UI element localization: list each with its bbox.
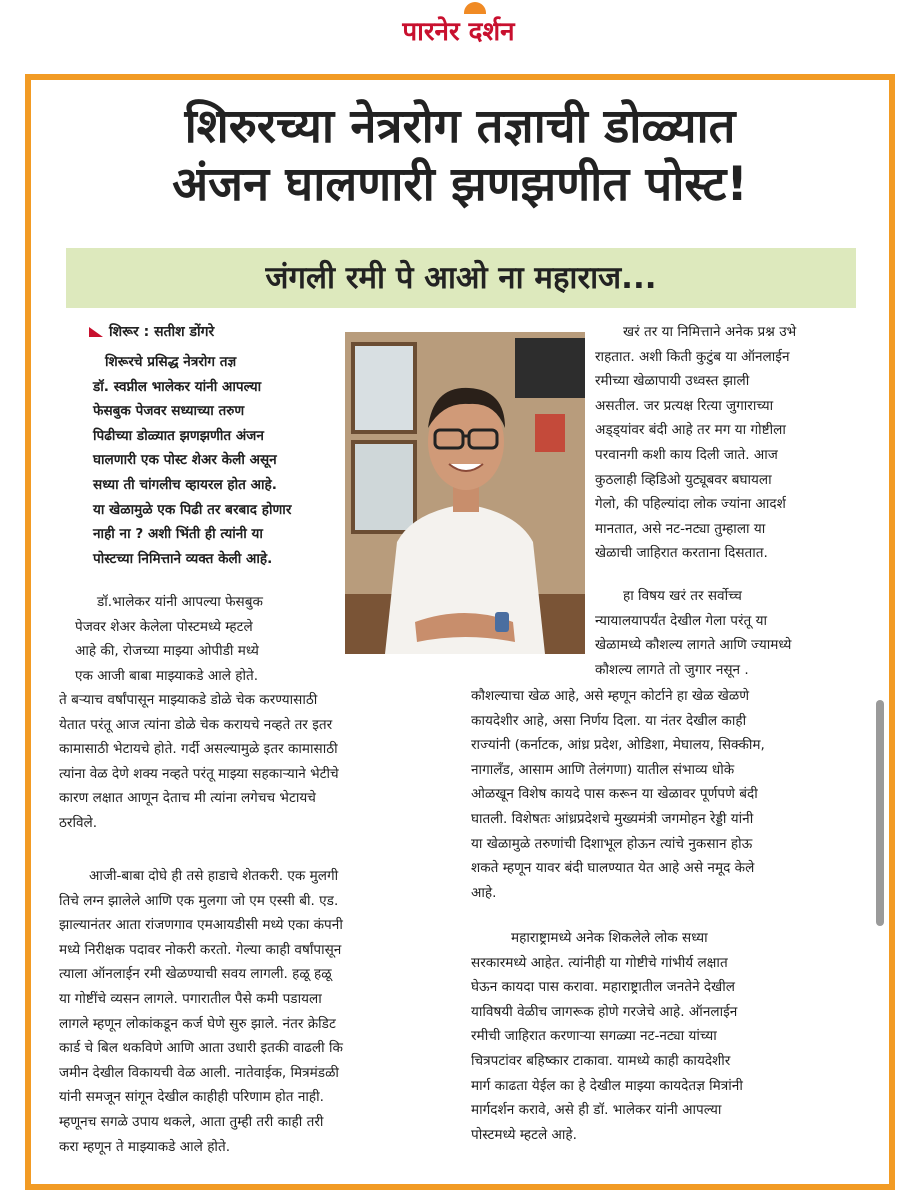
body-line: शकते म्हणून यावर बंदी घालण्यात येत आहे असे नमूद केले xyxy=(471,860,755,877)
body-line: या खेळामुळे तरुणांची दिशाभूल होऊन त्यांचे नुकसान होऊ xyxy=(471,835,753,852)
lead-line: घालणारी एक पोस्ट शेअर केली असून xyxy=(93,452,277,469)
headline xyxy=(31,98,889,214)
body-paragraph-4-continued xyxy=(471,684,881,905)
body-line: कुठलाही व्हिडिओ युट्यूबवर बघायला xyxy=(595,471,772,488)
body-line: रमीच्या खेळापायी उध्वस्त झाली xyxy=(595,373,750,390)
body-line: जमीन देखील विकायची वेळ आली. नातेवाईक, मित्रमंडळी xyxy=(59,1064,339,1081)
body-line: कायदेशीर आहे, असा निर्णय दिला. या नंतर देखील काही xyxy=(471,712,747,729)
body-line: राज्यांनी (कर्नाटक, आंध्र प्रदेश, ओडिशा, मेघालय, सिक्कीम, xyxy=(471,737,765,754)
body-paragraph-4 xyxy=(595,584,885,682)
body-paragraph-1 xyxy=(75,590,343,688)
body-line: कार्ड चे बिल थकविणे आणि आता उधारी इतकी वाढली कि xyxy=(59,1040,343,1057)
body-line: महाराष्ट्रामध्ये अनेक शिकलेले लोक सध्या xyxy=(511,930,708,946)
body-line: तिचे लग्न झालेले आणि एक मुलगा जो एम एस्सी बी. एड. xyxy=(59,892,339,909)
body-line: मध्ये निरीक्षक पदावर नोकरी करतो. गेल्या काही वर्षांपासून xyxy=(59,941,342,958)
headline-line-2: अंजन घालणारी झणझणीत पोस्ट! xyxy=(172,157,748,212)
article-frame xyxy=(25,74,895,1190)
body-line: मार्गदर्शन करावे, असे ही डॉ. भालेकर यांनी आपल्या xyxy=(471,1102,722,1119)
lead-line: पिढीच्या डोळ्यात झणझणीत अंजन xyxy=(93,427,264,444)
body-line: पेजवर शेअर केलेला पोस्टमध्ये म्हटले xyxy=(75,618,253,635)
lead-line: शिरूरचे प्रसिद्ध नेत्ररोग तज्ञ xyxy=(105,354,237,370)
vertical-scrollbar[interactable] xyxy=(876,700,884,926)
masthead-title: पारनेर दर्शन xyxy=(402,17,515,47)
lead-line: पोस्टच्या निमित्ताने व्यक्त केली आहे. xyxy=(93,550,273,567)
body-line: नागालँड, आसाम आणि तेलंगणा) यातील संभाव्य धोके xyxy=(471,761,735,778)
doctor-photo xyxy=(345,332,585,654)
masthead xyxy=(0,12,917,48)
body-line: गेलो, की पहिल्यांदा लोक ज्यांना आदर्श xyxy=(595,496,786,513)
body-line: कौशल्य लागते तो जुगार नसून . xyxy=(595,661,749,678)
body-line: ते बऱ्याच वर्षांपासून माझ्याकडे डोळे चेक करण्यासाठी xyxy=(59,692,318,708)
body-line: त्याला ऑनलाईन रमी खेळण्याची सवय लागली. हळू हळू xyxy=(59,966,332,983)
body-line: घातली. विशेषतः आंध्रप्रदेशचे मुख्यमंत्री जगमोहन रेड्डी यांनी xyxy=(471,810,754,827)
body-line: म्हणूनच सगळे उपाय थकले, आता तुम्ही तरी काही तरी xyxy=(59,1113,324,1130)
byline-text: शिरूर : सतीश डोंगरे xyxy=(109,324,215,340)
byline xyxy=(89,322,214,341)
body-line: कौशल्याचा खेळ आहे, असे म्हणून कोर्टाने हा खेळ खेळणे xyxy=(471,688,750,704)
subheadline: जंगली रमी पे आओ ना महाराज... xyxy=(66,248,856,308)
body-line: मार्ग काढता येईल का हे देखील माझ्या कायदेतज्ञ मित्रांनी xyxy=(471,1077,743,1094)
body-line: खेळाची जाहिरात करताना दिसतात. xyxy=(595,545,768,562)
byline-marker-icon xyxy=(89,327,103,337)
lead-line: डॉ. स्वप्नील भालेकर यांनी आपल्या xyxy=(93,378,262,395)
body-line: यांनी समजून सांगून देखील काहीही परिणाम होत नाही. xyxy=(59,1089,324,1106)
body-line: एक आजी बाबा माझ्याकडे आले होते. xyxy=(75,667,259,684)
body-line: त्यांना वेळ देणे शक्य नव्हते परंतू माझ्या सहकाऱ्याने भेटीचे xyxy=(59,765,339,782)
body-line: आजी-बाबा दोघे ही तसे हाडाचे शेतकरी. एक मुलगी xyxy=(89,868,339,884)
body-line: सरकारमध्ये आहेत. त्यांनीही या गोष्टीचे गांभीर्य लक्षात xyxy=(471,954,728,971)
body-line: खरं तर या निमित्ताने अनेक प्रश्न उभे xyxy=(623,324,797,340)
body-paragraph-2 xyxy=(59,864,479,1159)
lead-line: फेसबुक पेजवर सध्याच्या तरुण xyxy=(93,403,245,420)
body-line: येतात परंतू आज त्यांना डोळे चेक करायचे नव्हते तर इतर xyxy=(59,716,333,733)
headline-line-1: शिरुरच्या नेत्ररोग तज्ञाची डोळ्यात xyxy=(184,99,736,154)
body-line: असतील. जर प्रत्यक्ष रित्या जुगाराच्या xyxy=(595,397,774,414)
body-line: रमीची जाहिरात करणाऱ्या सगळ्या नट-नट्या यांच्या xyxy=(471,1028,717,1045)
body-line: घेऊन कायदा पास करावा. महाराष्ट्रातील जनतेने देखील xyxy=(471,979,736,996)
sun-logo-icon xyxy=(464,2,486,14)
doctor-portrait-image xyxy=(345,332,585,654)
body-line: खेळामध्ये कौशल्य लागते आणि ज्यामध्ये xyxy=(595,637,792,654)
body-paragraph-3 xyxy=(595,320,885,566)
body-line: याविषयी वेळीच जागरूक होणे गरजेचे आहे. ऑनलाईन xyxy=(471,1003,738,1020)
body-paragraph-1-continued xyxy=(59,688,479,836)
body-line: झाल्यानंतर आता रांजणगाव एमआयडीसी मध्ये एका कंपनी xyxy=(59,917,343,934)
body-line: न्यायालयापर्यंत देखील गेला परंतू या xyxy=(595,612,767,629)
body-line: डॉ.भालेकर यांनी आपल्या फेसबुक xyxy=(97,594,263,610)
lead-line: या खेळामुळे एक पिढी तर बरबाद होणार xyxy=(93,501,292,518)
body-line: कारण लक्षात आणून देताच मी त्यांना लगेचच भेटायचे xyxy=(59,790,316,807)
body-paragraph-5 xyxy=(471,926,881,1147)
lead-line: नाही ना ? अशी भिंती ही त्यांनी या xyxy=(93,526,263,543)
body-line: लागले म्हणून लोकांकडून कर्ज घेणे सुरु झाले. नंतर क्रेडिट xyxy=(59,1015,336,1032)
body-line: आहे. xyxy=(471,884,497,901)
body-line: राहतात. अशी किती कुटुंब या ऑनलाईन xyxy=(595,348,790,365)
body-line: करा म्हणून ते माझ्याकडे आले होते. xyxy=(59,1138,231,1155)
body-line: मानतात, असे नट-नट्या तुम्हाला या xyxy=(595,520,766,537)
body-line: अड्ड्यांवर बंदी आहे तर मग या गोष्टीला xyxy=(595,422,786,439)
body-line: या गोष्टींचे व्यसन लागले. पगारातील पैसे कमी पडायला xyxy=(59,990,322,1007)
body-line: चित्रपटांवर बहिष्कार टाकावा. यामध्ये काही कायदेशीर xyxy=(471,1052,731,1069)
body-line: आहे की, रोजच्या माझ्या ओपीडी मध्ये xyxy=(75,643,259,660)
lead-line: सध्या ती चांगलीच व्हायरल होत आहे. xyxy=(93,476,277,493)
body-line: परवानगी कशी काय दिली जाते. आज xyxy=(595,446,778,463)
body-line: हा विषय खरं तर सर्वोच्च xyxy=(623,588,742,604)
body-line: कामासाठी भेटायचे होते. गर्दी असल्यामुळे इतर कामासाठी xyxy=(59,741,338,758)
body-line: ठरविले. xyxy=(59,814,98,831)
lead-paragraph xyxy=(93,350,343,571)
masthead-logo xyxy=(402,12,514,48)
body-line: ओळखून विशेष कायदे पास करून या खेळावर पूर्णपणे बंदी xyxy=(471,786,758,803)
body-line: पोस्टमध्ये म्हटले आहे. xyxy=(471,1126,577,1143)
